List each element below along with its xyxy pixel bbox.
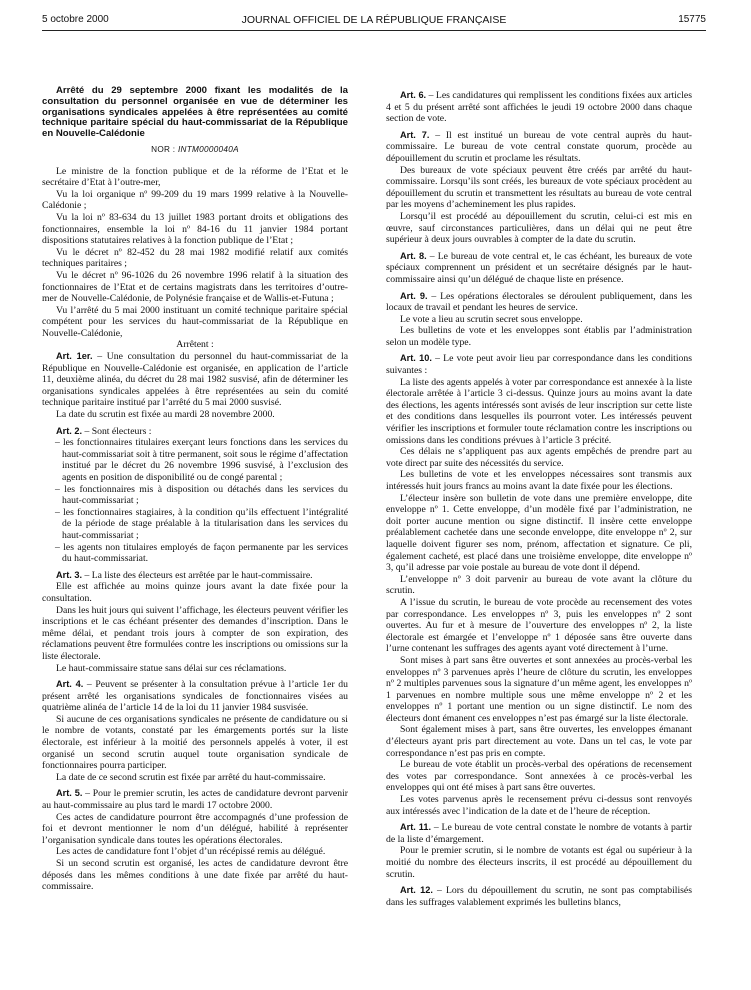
- nor-code: INTM0000040A: [177, 144, 239, 154]
- list-item: – les fonctionnaires mis à disposition ou détachés dans les services du haut-commissariat ;: [55, 483, 348, 507]
- preamble-paragraph: Vu le décret nº 82-452 du 28 mai 1982 modifié relatif aux comités techniques paritaires ;: [42, 246, 348, 270]
- paragraph: Le bureau de vote établit un procès-verbal des opérations de recensement des votes par correspondance. Sont annexées à ce procès-verbal les enveloppes qui ont été mises à part sans être ouvertes.: [386, 759, 692, 794]
- paragraph: A l’issue du scrutin, le bureau de vote procède au recensement des votes par correspondance. Les enveloppes nº 3, puis les enveloppes nº 2 sont ouvertes. Au fur et à mesure de l’ouverture des enveloppes nº 2, la liste électorale est émargée et l’enveloppe nº 1 déposée sans être ouverte dans l’urne contenant les suffrages des agents ayant voté directement à l’urne.: [386, 596, 692, 655]
- paragraph: Pour le premier scrutin, si le nombre de votants est égal ou supérieur à la moitié du nombre des électeurs inscrits, il est procédé au dépouillement du scrutin.: [386, 845, 692, 880]
- article-label: Art. 11.: [400, 822, 432, 833]
- article-label: Art. 1er.: [56, 351, 93, 362]
- preamble-paragraph: Vu le décret nº 96-1026 du 26 novembre 1996 relatif à la situation des fonctionnaires de l’Etat et de certains magistrats dans les territoires d’outre-mer de Nouvelle-Calédonie, de Polynésie française et de Wallis-et-Futuna ;: [42, 269, 348, 305]
- article-label: Art. 12.: [400, 885, 433, 896]
- article-label: Art. 6.: [400, 90, 427, 100]
- paragraph: Le vote a lieu au scrutin secret sous enveloppe.: [400, 313, 583, 325]
- paragraph: Lorsqu’il est procédé au dépouillement du scrutin, celui-ci est mis en œuvre, sauf circonstances particulières, dans un délai qui ne peut être supérieur à deux jours ouvrables à compter de la date du scrutin.: [386, 210, 692, 246]
- left-column: [42, 86, 348, 893]
- paragraph: Les bulletins de vote et les enveloppes nécessaires sont transmis aux intéressés huit jours francs au moins avant la date fixée pour les élections.: [386, 469, 692, 492]
- article-7: Art. 7. – Il est institué un bureau de vote central auprès du haut-commissaire. Le bureau de vote central constate quorum, procède au dépouillement du scrutin et proclame les résultats.: [386, 129, 692, 164]
- right-column: [386, 90, 692, 908]
- article-label: Art. 7.: [400, 129, 430, 140]
- article-1: Art. 1er. – Une consultation du personnel du haut-commissariat de la République en Nouvelle-Calédonie est organisée, en application de l’article 11, deuxième alinéa, du décret du 28 mai 1982 susvisé, afin de déterminer les organisations syndicales appelées à être représentées au sein du comité technique paritaire institué par l’arrêté du 5 mai 2000 susvisé.: [42, 351, 348, 409]
- list-item: – les fonctionnaires titulaires exerçant leurs fonctions dans les services du haut-commissariat soit à titre permanent, soit sous le régime d’affectation institué par le décret du 26 novembre 1996 susvisé, à l’exclusion des agents en position de disponibilité ou de congé parental ;: [55, 437, 348, 484]
- article-label: Art. 3.: [56, 569, 83, 580]
- article-label: Art. 5.: [56, 788, 83, 799]
- paragraph: Sont mises à part sans être ouvertes et sont annexées au procès-verbal les enveloppes nº 3 parvenues après l’heure de clôture du scrutin, les enveloppes nº 2 multiples parvenues sous la signature d’un même agent, les enveloppes nº 1 parvenues en nombre multiple sous une même enveloppe nº 2 et les enveloppes nº 1 portant une mention ou un signe distinctif. Le nom des électeurs dont émanent ces enveloppes n’est pas émargé sur la liste électorale.: [386, 654, 692, 724]
- article-2: Art. 2. – Sont électeurs :: [56, 425, 152, 437]
- paragraph: Si un second scrutin est organisé, les actes de candidature devront être déposés dans les mêmes conditions à une date fixée par arrêté du haut-commissaire.: [42, 858, 348, 893]
- paragraph: Ces délais ne s’appliquent pas aux agents empêchés de prendre part au vote direct par suite des nécessités du service.: [386, 446, 692, 469]
- article-label: Art. 8.: [400, 250, 427, 261]
- paragraph: Le haut-commissaire statue sans délai sur ces réclamations.: [56, 662, 287, 674]
- paragraph: L’électeur insère son bulletin de vote dans une première enveloppe, dite enveloppe nº 1. Cette enveloppe, d’un modèle fixé par l’administration, ne doit porter aucune mention ou signe distinctif. Il insère cette enveloppe préalablement cachetée dans une seconde enveloppe, dite enveloppe nº 2, sur laquelle doivent figurer ses nom, prénom, affectation et signature. Ce pli, également cacheté, est placé dans une troisième enveloppe, dite enveloppe nº 3, qu’il adresse par voie postale au bureau de vote dont il dépend.: [386, 492, 692, 574]
- preamble-paragraph: Vu la loi organique nº 99-209 du 19 mars 1999 relative à la Nouvelle-Calédonie ;: [42, 188, 348, 212]
- article-5: Art. 5. – Pour le premier scrutin, les actes de candidature devront parvenir au haut-commissaire au plus tard le mardi 17 octobre 2000.: [42, 788, 348, 812]
- paragraph: La liste des agents appelés à voter par correspondance est annexée à la liste électorale arrêtée à l’article 3 ci-dessus. Quinze jours au moins avant la date des élections, les agents intéressés sont avisés de leur inscription sur cette liste et des conditions dans lesquelles ils pourront voter. Les intéressés peuvent vérifier les inscriptions et formuler toute réclamation contre les inscriptions ou omissions dans les conditions prévues à l’article 3 précité.: [386, 376, 692, 446]
- decree-title: Arrêté du 29 septembre 2000 fixant les modalités de la consultation du personnel organisée en vue de déterminer les organisations syndicales appelées à être représentées au comité technique paritaire spécial du haut-commissariat de la République en Nouvelle-Calédonie: [42, 85, 348, 140]
- article-10: Art. 10. – Le vote peut avoir lieu par correspondance dans les conditions suivantes :: [386, 353, 692, 377]
- paragraph: Des bureaux de vote spéciaux peuvent être créés par arrêté du haut-commissaire. Lorsqu’ils sont créés, les bureaux de vote spéciaux procèdent au dépouillement du scrutin et transmettent les résultats au bureau de vote central par les moyens d’acheminement les plus rapides.: [386, 164, 692, 211]
- paragraph: La date du scrutin est fixée au mardi 28 novembre 2000.: [56, 409, 275, 421]
- arretent-heading: Arrêtent :: [176, 339, 214, 351]
- paragraph: Les actes de candidature font l’objet d’un récépissé remis au délégué.: [56, 846, 326, 858]
- article-6: Art. 6. – Les candidatures qui remplissent les conditions fixées aux articles 4 et 5 du présent arrêté sont affichées le jeudi 19 octobre 2000 dans chaque section de vote.: [386, 90, 692, 125]
- header-page-number: 15775: [678, 14, 706, 25]
- article-12: Art. 12. – Lors du dépouillement du scrutin, ne sont pas comptabilisés dans les suffrages valablement exprimés les bulletins blancs,: [386, 885, 692, 908]
- preamble-paragraph: Vu la loi nº 83-634 du 13 juillet 1983 portant droits et obligations des fonctionnaires, ensemble la loi nº 84-16 du 11 janvier 1984 portant dispositions statutaires relatives à la fonction publique de l’Etat ;: [42, 211, 348, 247]
- article-4: Art. 4. – Peuvent se présenter à la consultation prévue à l’article 1er du présent arrêté les organisations syndicales de fonctionnaires visées au quatrième alinéa de l’article 14 de la loi du 11 janvier 1984 susvisée.: [42, 679, 348, 714]
- paragraph: Ces actes de candidature pourront être accompagnés d’une profession de foi et devront mentionner le nom d’un délégué, habilité à représenter l’organisation syndicale dans toutes les opérations électorales.: [42, 811, 348, 846]
- paragraph: Les votes parvenus après le recensement prévu ci-dessus sont renvoyés aux intéressés avec l’indication de la date et de l’heure de réception.: [386, 794, 692, 817]
- header-date: 5 octobre 2000: [42, 14, 109, 25]
- article-9: Art. 9. – Les opérations électorales se déroulent publiquement, dans les locaux de travail et pendant les heures de service.: [386, 290, 692, 314]
- article-label: Art. 4.: [56, 679, 84, 690]
- article-label: Art. 10.: [400, 353, 432, 364]
- article-8: Art. 8. – Le bureau de vote central et, le cas échéant, les bureaux de vote spéciaux comprennent un président et un secrétaire désignés par le haut-commissaire ainsi qu’un délégué de chaque liste en présence.: [386, 250, 692, 285]
- paragraph: L’enveloppe nº 3 doit parvenir au bureau de vote avant la clôture du scrutin.: [386, 573, 692, 597]
- header-journal-title: JOURNAL OFFICIEL DE LA RÉPUBLIQUE FRANÇAISE: [241, 14, 507, 26]
- article-label: Art. 2.: [56, 425, 83, 436]
- paragraph: Dans les huit jours qui suivent l’affichage, les électeurs peuvent vérifier les inscriptions et le cas échéant présenter des demandes d’inscription. Dans le même délai, et pendant trois jours à compter de son expiration, des réclamations peuvent être formulées contre les inscriptions ou omissions sur la liste électorale.: [42, 604, 348, 662]
- article-11: Art. 11. – Le bureau de vote central constate le nombre de votants à partir de la liste d’émargement.: [386, 822, 693, 845]
- paragraph: Si aucune de ces organisations syndicales ne présente de candidature ou si le nombre de votants, constaté par les émargements portés sur la liste électorale, est inférieur à la moitié des personnels appelés à voter, il est organisé un second scrutin auquel toute organisation syndicale de fonctionnaires pourra participer.: [42, 713, 348, 772]
- paragraph: Sont également mises à part, sans être ouvertes, les enveloppes émanant d’électeurs ayant pris part directement au vote. Dans un tel cas, le vote par correspondance n’est pas pris en compte.: [386, 724, 692, 759]
- article-3: Art. 3. – La liste des électeurs est arrêtée par le haut-commissaire.: [56, 569, 313, 581]
- list-item: – les agents non titulaires employés de façon permanente par les services du haut-commissariat.: [55, 541, 348, 565]
- paragraph: Elle est affichée au moins quinze jours avant la date fixée pour la consultation.: [42, 581, 348, 604]
- header-rule: [42, 30, 706, 31]
- page-header: [42, 14, 706, 28]
- article-label: Art. 9.: [400, 290, 428, 301]
- paragraph: La date de ce second scrutin est fixée par arrêté du haut-commissaire.: [56, 771, 326, 783]
- list-item: – les fonctionnaires stagiaires, à la condition qu’ils effectuent l’intégralité de la période de stage préalable à la titularisation dans les services du haut-commissariat ;: [55, 506, 348, 541]
- preamble-paragraph: Vu l’arrêté du 5 mai 2000 instituant un comité technique paritaire spécial compétent pour les services du haut-commissariat de la République en Nouvelle-Calédonie,: [42, 304, 348, 339]
- nor-label: NOR :: [151, 144, 176, 154]
- electors-list: [42, 437, 348, 565]
- paragraph: Les bulletins de vote et les enveloppes sont établis par l’administration selon un modèle type.: [386, 325, 692, 348]
- nor-reference: [42, 144, 348, 156]
- preamble-paragraph: Le ministre de la fonction publique et de la réforme de l’Etat et le secrétaire d’Etat à l’outre-mer,: [42, 165, 348, 189]
